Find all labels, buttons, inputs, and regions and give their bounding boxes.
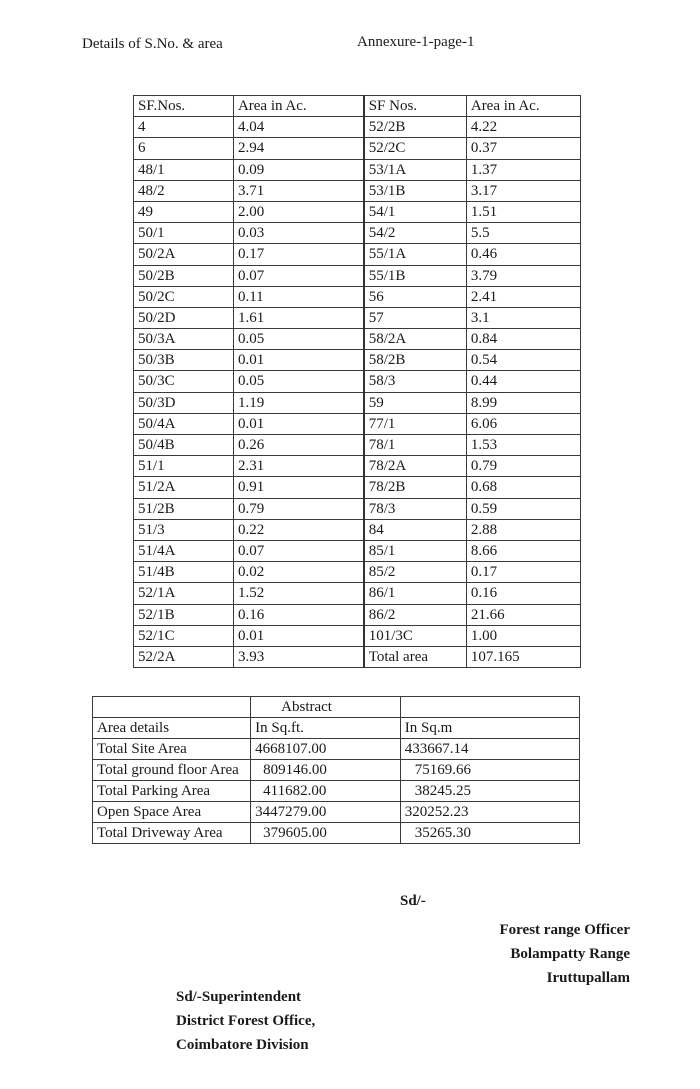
area-cell: 4.22 [466, 117, 580, 138]
area-cell: 0.07 [233, 540, 363, 561]
area-cell: 8.66 [466, 540, 580, 561]
sf-number-cell: 54/1 [364, 201, 467, 222]
sf-number-cell: 51/2B [134, 498, 234, 519]
header-cell: SF Nos. [364, 96, 467, 117]
sqm-value: 35265.30 [400, 823, 579, 844]
area-cell: 2.94 [233, 138, 363, 159]
officer-title: Forest range Officer [499, 922, 630, 938]
sqm-value: 75169.66 [400, 760, 579, 781]
area-cell: 0.05 [233, 329, 363, 350]
sf-number-cell: 50/4B [134, 435, 234, 456]
sf-number-cell: 78/3 [364, 498, 467, 519]
header-cell: Area details [93, 718, 251, 739]
sqm-value: 320252.23 [400, 802, 579, 823]
area-cell: 0.09 [233, 159, 363, 180]
sf-number-cell: 85/1 [364, 540, 467, 561]
annexure-label: Annexure-1-page-1 [357, 34, 475, 50]
sf-number-cell: 51/3 [134, 519, 234, 540]
sf-number-cell: 51/2A [134, 477, 234, 498]
table-row [134, 519, 581, 540]
sf-number-cell: 50/2A [134, 244, 234, 265]
abstract-table [92, 696, 580, 844]
sf-number-cell: 50/3A [134, 329, 234, 350]
table-row [134, 498, 581, 519]
table-row [134, 625, 581, 646]
table-row [134, 329, 581, 350]
header-cell: Area in Ac. [466, 96, 580, 117]
area-cell: 0.79 [466, 456, 580, 477]
area-cell: 2.88 [466, 519, 580, 540]
sf-number-cell: 78/2B [364, 477, 467, 498]
table-row [134, 456, 581, 477]
table-row [93, 739, 580, 760]
sf-number-cell: 50/2B [134, 265, 234, 286]
sf-number-cell: 52/2C [364, 138, 467, 159]
sf-number-cell: 86/2 [364, 604, 467, 625]
sf-number-cell: 52/1A [134, 583, 234, 604]
area-detail-label: Total Parking Area [93, 781, 251, 802]
sf-number-cell: 57 [364, 307, 467, 328]
abstract-table-body [93, 697, 580, 844]
officer-signature-block [500, 918, 631, 990]
sf-number-cell: 6 [134, 138, 234, 159]
sf-number-cell: 48/1 [134, 159, 234, 180]
table-row [93, 781, 580, 802]
superintendent-title: Sd/-Superintendent [176, 989, 302, 1005]
area-cell: 21.66 [466, 604, 580, 625]
sf-number-cell: 52/2A [134, 646, 234, 667]
area-detail-label: Total Driveway Area [93, 823, 251, 844]
table-row [134, 371, 581, 392]
area-cell: 0.68 [466, 477, 580, 498]
area-cell: 3.71 [233, 180, 363, 201]
area-cell: 0.05 [233, 371, 363, 392]
area-cell: 1.00 [466, 625, 580, 646]
sqft-value: 411682.00 [251, 781, 401, 802]
area-cell: 0.79 [233, 498, 363, 519]
sf-number-cell: 50/2D [134, 307, 234, 328]
area-cell: 4.04 [233, 117, 363, 138]
sf-number-cell: 48/2 [134, 180, 234, 201]
sf-number-cell: 51/4B [134, 562, 234, 583]
sf-number-cell: 77/1 [364, 413, 467, 434]
signature-mark: Sd/- [400, 893, 426, 909]
table-row [134, 604, 581, 625]
sf-number-cell: 58/2A [364, 329, 467, 350]
sf-number-cell: 50/3D [134, 392, 234, 413]
area-cell: 2.41 [466, 286, 580, 307]
table-row [134, 350, 581, 371]
sf-number-cell: 59 [364, 392, 467, 413]
sqft-value: 3447279.00 [251, 802, 401, 823]
sf-number-cell: 56 [364, 286, 467, 307]
table-row [134, 201, 581, 222]
area-cell: 0.02 [233, 562, 363, 583]
sf-number-cell: 84 [364, 519, 467, 540]
area-cell: 1.51 [466, 201, 580, 222]
table-row [134, 583, 581, 604]
area-cell: 5.5 [466, 223, 580, 244]
sf-number-cell: 53/1A [364, 159, 467, 180]
area-cell: 0.01 [233, 625, 363, 646]
abstract-title: Abstract [251, 697, 401, 718]
area-cell: 0.59 [466, 498, 580, 519]
table-row [134, 159, 581, 180]
area-cell: 0.46 [466, 244, 580, 265]
area-detail-label: Total Site Area [93, 739, 251, 760]
sf-number-cell: 58/2B [364, 350, 467, 371]
area-cell: 3.79 [466, 265, 580, 286]
table-row [134, 413, 581, 434]
area-cell: 0.22 [233, 519, 363, 540]
empty-cell [93, 697, 251, 718]
table-row [134, 117, 581, 138]
table-row [93, 802, 580, 823]
area-cell: 0.84 [466, 329, 580, 350]
table-row [134, 286, 581, 307]
area-cell: 3.93 [233, 646, 363, 667]
table-row [134, 392, 581, 413]
area-detail-label: Total ground floor Area [93, 760, 251, 781]
table-row [134, 540, 581, 561]
superintendent-signature-block [176, 985, 315, 1057]
sf-number-cell: 52/2B [364, 117, 467, 138]
area-detail-label: Open Space Area [93, 802, 251, 823]
sqft-value: 4668107.00 [251, 739, 401, 760]
table-row [134, 562, 581, 583]
document-heading: Details of S.No. & area [82, 36, 223, 52]
sf-number-cell: 50/3C [134, 371, 234, 392]
area-cell: 1.52 [233, 583, 363, 604]
sf-number-cell: Total area [364, 646, 467, 667]
area-cell: 0.44 [466, 371, 580, 392]
sf-number-cell: 78/2A [364, 456, 467, 477]
sqm-value: 433667.14 [400, 739, 579, 760]
table-row [134, 244, 581, 265]
sf-number-cell: 55/1B [364, 265, 467, 286]
area-cell: 8.99 [466, 392, 580, 413]
table-row [93, 823, 580, 844]
sf-number-cell: 85/2 [364, 562, 467, 583]
header-cell: SF.Nos. [134, 96, 234, 117]
sf-number-cell: 52/1C [134, 625, 234, 646]
officer-location: Iruttupallam [546, 970, 630, 986]
table-header-row [134, 96, 581, 117]
table-row [134, 138, 581, 159]
empty-cell [400, 697, 579, 718]
officer-range: Bolampatty Range [510, 946, 630, 962]
superintendent-division: Coimbatore Division [176, 1037, 309, 1053]
area-cell: 0.16 [233, 604, 363, 625]
sf-number-cell: 50/2C [134, 286, 234, 307]
sqft-value: 809146.00 [251, 760, 401, 781]
sf-number-cell: 58/3 [364, 371, 467, 392]
area-cell: 107.165 [466, 646, 580, 667]
sf-number-cell: 4 [134, 117, 234, 138]
sf-number-cell: 50/1 [134, 223, 234, 244]
table-row [134, 307, 581, 328]
area-cell: 1.19 [233, 392, 363, 413]
area-cell: 0.17 [233, 244, 363, 265]
sf-number-cell: 78/1 [364, 435, 467, 456]
area-cell: 3.1 [466, 307, 580, 328]
sf-number-cell: 86/1 [364, 583, 467, 604]
table-row [134, 223, 581, 244]
area-cell: 0.54 [466, 350, 580, 371]
sf-number-cell: 50/3B [134, 350, 234, 371]
sf-number-cell: 51/4A [134, 540, 234, 561]
sf-number-cell: 54/2 [364, 223, 467, 244]
area-cell: 0.37 [466, 138, 580, 159]
area-cell: 0.17 [466, 562, 580, 583]
area-cell: 0.26 [233, 435, 363, 456]
table-row [134, 646, 581, 667]
sqft-value: 379605.00 [251, 823, 401, 844]
sqm-value: 38245.25 [400, 781, 579, 802]
header-cell: In Sq.m [400, 718, 579, 739]
sf-number-cell: 55/1A [364, 244, 467, 265]
sf-number-cell: 53/1B [364, 180, 467, 201]
area-cell: 2.31 [233, 456, 363, 477]
area-cell: 0.03 [233, 223, 363, 244]
sf-area-table-body [134, 96, 581, 668]
area-cell: 1.37 [466, 159, 580, 180]
table-row [93, 760, 580, 781]
sf-number-cell: 101/3C [364, 625, 467, 646]
table-row [134, 180, 581, 201]
header-cell: In Sq.ft. [251, 718, 401, 739]
area-cell: 1.53 [466, 435, 580, 456]
area-cell: 0.16 [466, 583, 580, 604]
area-cell: 0.07 [233, 265, 363, 286]
area-cell: 0.91 [233, 477, 363, 498]
sf-number-cell: 52/1B [134, 604, 234, 625]
area-cell: 0.01 [233, 413, 363, 434]
area-cell: 1.61 [233, 307, 363, 328]
sf-number-cell: 49 [134, 201, 234, 222]
table-row [134, 477, 581, 498]
area-cell: 0.11 [233, 286, 363, 307]
table-row [134, 265, 581, 286]
sf-number-cell: 51/1 [134, 456, 234, 477]
abstract-title-row [93, 697, 580, 718]
superintendent-office: District Forest Office, [176, 1013, 316, 1029]
sf-area-table [133, 95, 581, 668]
area-cell: 2.00 [233, 201, 363, 222]
area-cell: 6.06 [466, 413, 580, 434]
abstract-header-row [93, 718, 580, 739]
area-cell: 3.17 [466, 180, 580, 201]
sf-number-cell: 50/4A [134, 413, 234, 434]
table-row [134, 435, 581, 456]
area-cell: 0.01 [233, 350, 363, 371]
header-cell: Area in Ac. [233, 96, 363, 117]
